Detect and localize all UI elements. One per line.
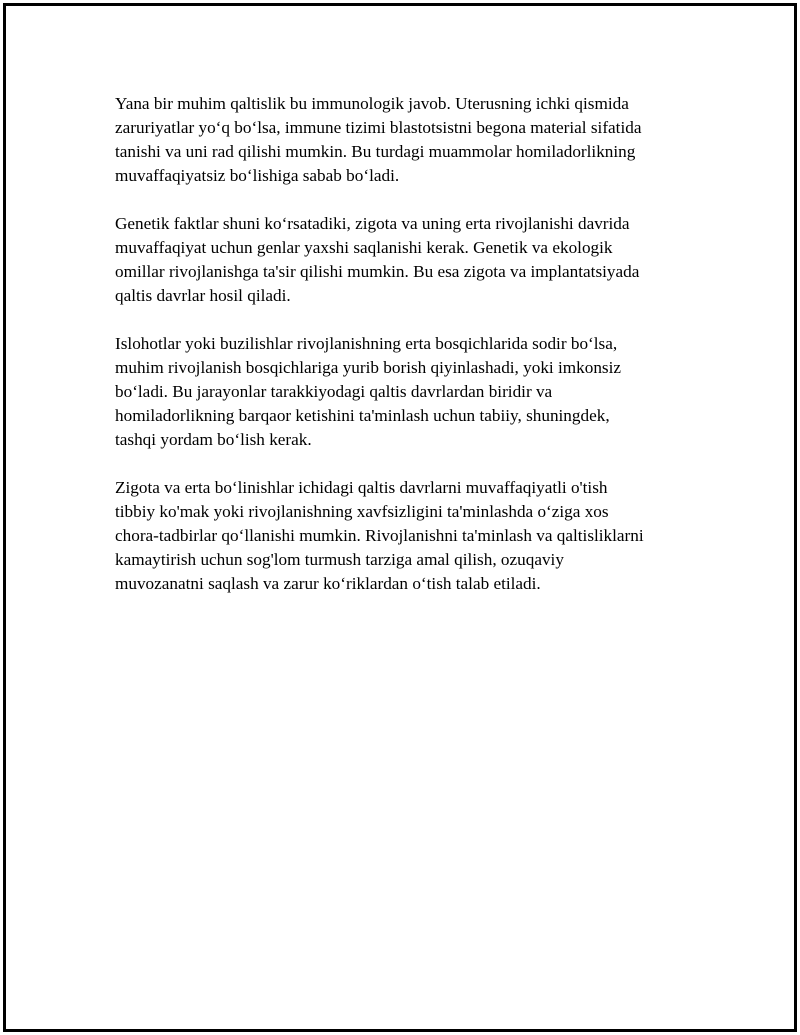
paragraph-2 bbox=[115, 212, 695, 308]
paragraph-line: zaruriyatlar yo‘q bo‘lsa, immune tizimi blastotsistni begona material sifatida bbox=[115, 118, 642, 137]
paragraph-line: tanishi va uni rad qilishi mumkin. Bu turdagi muammolar homiladorlikning bbox=[115, 142, 636, 161]
paragraph-line: chora-tadbirlar qo‘llanishi mumkin. Rivojlanishni ta'minlash va qaltisliklarni bbox=[115, 526, 644, 545]
document-body bbox=[115, 92, 695, 620]
paragraph-line: Genetik faktlar shuni ko‘rsatadiki, zigota va uning erta rivojlanishi davrida bbox=[115, 214, 630, 233]
paragraph-line: homiladorlikning barqaor ketishini ta'minlash uchun tabiiy, shuningdek, bbox=[115, 406, 610, 425]
paragraph-line: muvaffaqiyatsiz bo‘lishiga sabab bo‘ladi. bbox=[115, 166, 400, 185]
paragraph-line: muvozanatni saqlash va zarur ko‘riklardan o‘tish talab etiladi. bbox=[115, 574, 541, 593]
paragraph-line: tibbiy ko'mak yoki rivojlanishning xavfsizligini ta'minlashda o‘ziga xos bbox=[115, 502, 609, 521]
paragraph-line: omillar rivojlanishga ta'sir qilishi mumkin. Bu esa zigota va implantatsiyada bbox=[115, 262, 640, 281]
paragraph-line: kamaytirish uchun sog'lom turmush tarziga amal qilish, ozuqaviy bbox=[115, 550, 564, 569]
paragraph-line: tashqi yordam bo‘lish kerak. bbox=[115, 430, 312, 449]
paragraph-line: Yana bir muhim qaltislik bu immunologik javob. Uterusning ichki qismida bbox=[115, 94, 629, 113]
paragraph-line: Zigota va erta bo‘linishlar ichidagi qaltis davrlarni muvaffaqiyatli o'tish bbox=[115, 478, 608, 497]
paragraph-line: muhim rivojlanish bosqichlariga yurib borish qiyinlashadi, yoki imkonsiz bbox=[115, 358, 622, 377]
paragraph-line: qaltis davrlar hosil qiladi. bbox=[115, 286, 291, 305]
paragraph-4 bbox=[115, 476, 695, 596]
paragraph-1 bbox=[115, 92, 695, 188]
paragraph-line: muvaffaqiyat uchun genlar yaxshi saqlanishi kerak. Genetik va ekologik bbox=[115, 238, 613, 257]
paragraph-line: Islohotlar yoki buzilishlar rivojlanishning erta bosqichlarida sodir bo‘lsa, bbox=[115, 334, 618, 353]
paragraph-3 bbox=[115, 332, 695, 452]
paragraph-line: bo‘ladi. Bu jarayonlar tarakkiyodagi qaltis davrlardan biridir va bbox=[115, 382, 553, 401]
